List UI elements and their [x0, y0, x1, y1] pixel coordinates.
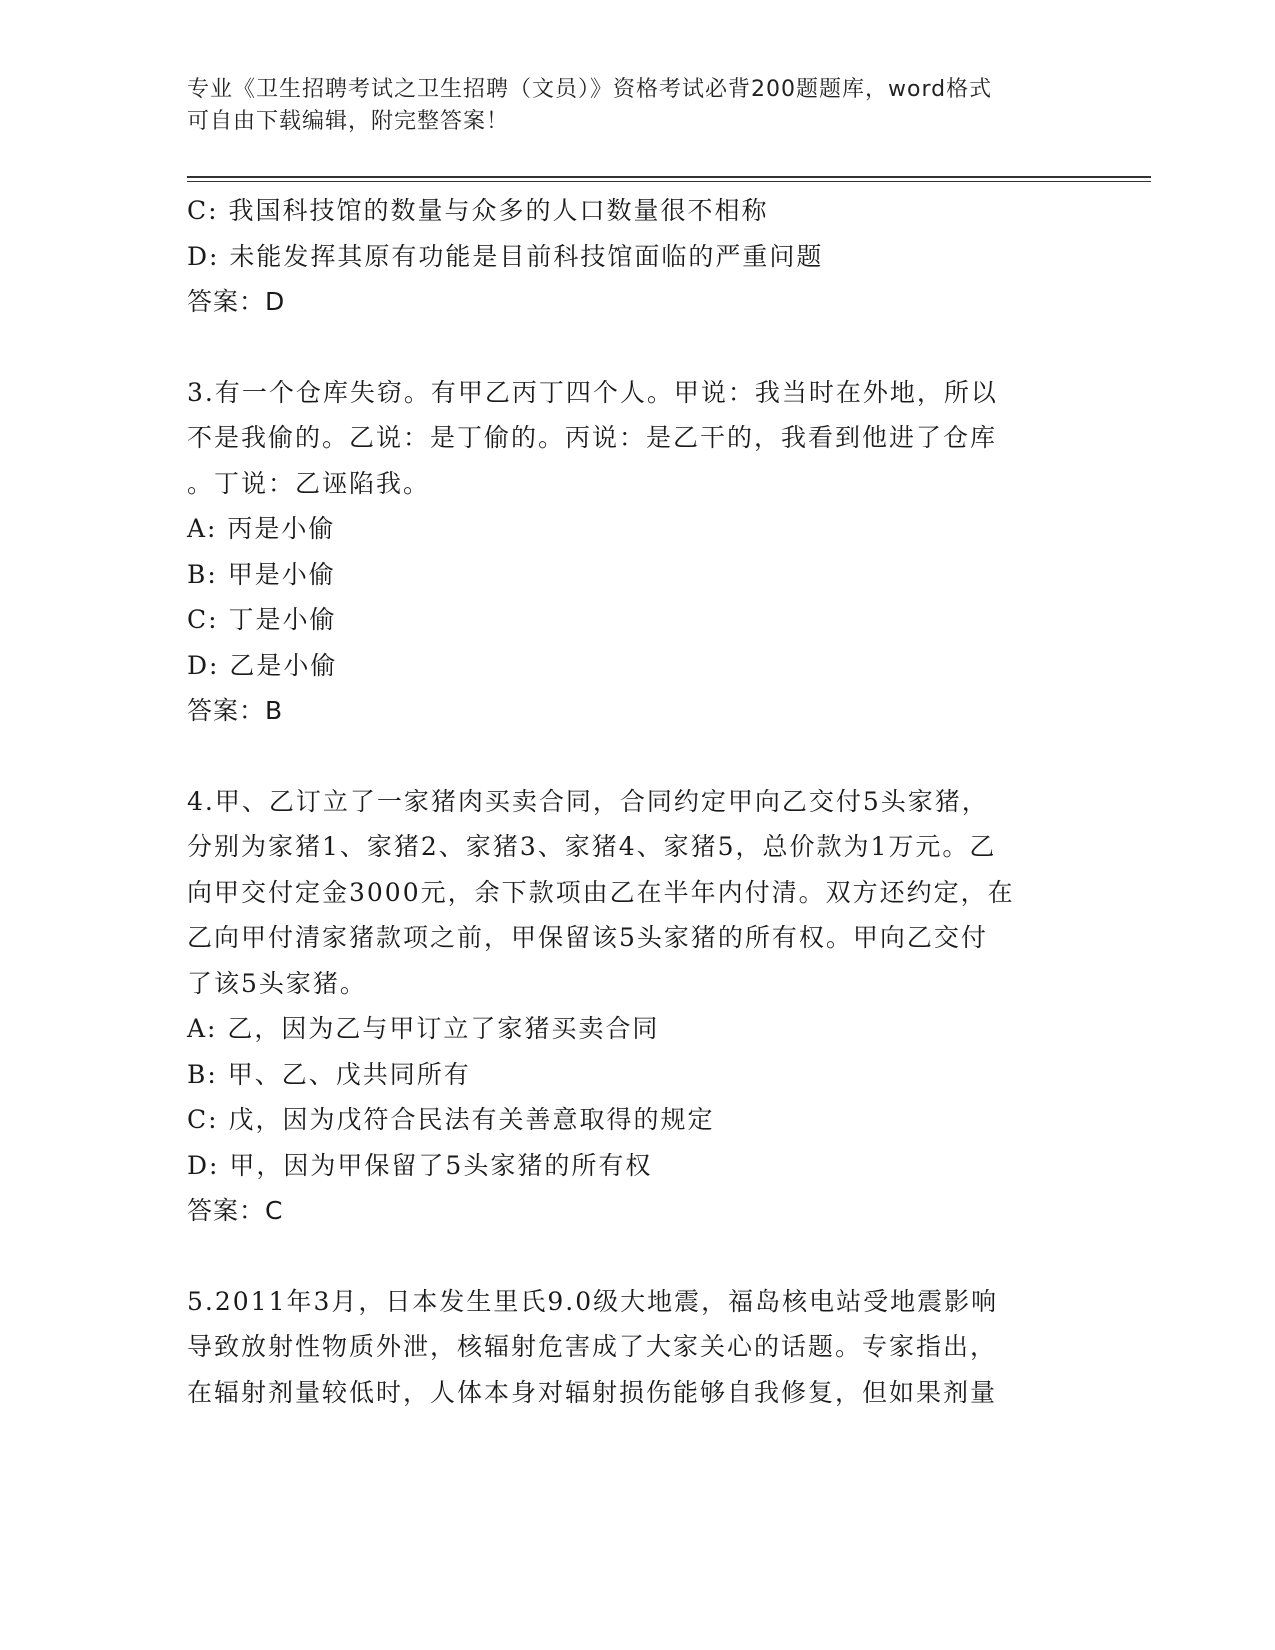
- option-c: C: 戊，因为戊符合民法有关善意取得的规定: [187, 1105, 715, 1134]
- answer-line: 答案：B: [187, 696, 284, 725]
- question-2-block: [187, 188, 1087, 325]
- question-stem-line: 向甲交付定金3000元，余下款项由乙在半年内付清。双方还约定，在: [187, 877, 1015, 907]
- question-5-block: [187, 1279, 1087, 1416]
- option-d: D: 甲，因为甲保留了5头家猪的所有权: [187, 1150, 653, 1180]
- question-stem-line: 了该5头家猪。: [187, 968, 367, 998]
- header-divider-thick: [187, 176, 1151, 178]
- question-stem-line: 5.2011年3月，日本发生里氏9.0级大地震，福岛核电站受地震影响: [187, 1286, 999, 1316]
- answer-line: 答案：C: [187, 1196, 284, 1225]
- question-4-block: [187, 779, 1087, 1234]
- question-stem-line: 不是我偷的。乙说：是丁偷的。丙说：是乙干的，我看到他进了仓库: [187, 423, 998, 452]
- header-line-2: 可自由下载编辑，附完整答案！: [187, 109, 510, 134]
- option-a: A: 丙是小偷: [187, 514, 336, 543]
- header-line-1: 专业《卫生招聘考试之卫生招聘（文员）》资格考试必背200题题库，word格式: [187, 77, 993, 102]
- spacer: [187, 1234, 1087, 1279]
- spacer: [187, 734, 1087, 779]
- option-c: C: 丁是小偷: [187, 605, 337, 634]
- question-stem-line: 在辐射剂量较低时，人体本身对辐射损伤能够自我修复，但如果剂量: [187, 1377, 998, 1407]
- spacer: [187, 325, 1087, 370]
- option-d: D: 乙是小偷: [187, 650, 338, 680]
- answer-line: 答案：D: [187, 287, 286, 316]
- question-stem-line: 3.有一个仓库失窃。有甲乙丙丁四个人。甲说：我当时在外地，所以: [187, 377, 998, 407]
- option-a: A: 乙，因为乙与甲订立了家猪买卖合同: [187, 1014, 660, 1043]
- option-b: B: 甲是小偷: [187, 559, 336, 589]
- question-3-block: [187, 370, 1087, 734]
- header-divider-thin: [187, 181, 1151, 182]
- option-b: B: 甲、乙、戊共同所有: [187, 1059, 471, 1089]
- question-stem-line: 乙向甲付清家猪款项之前，甲保留该5头家猪的所有权。甲向乙交付: [187, 923, 988, 952]
- question-stem-line: 导致放射性物质外泄，核辐射危害成了大家关心的话题。专家指出，: [187, 1332, 998, 1361]
- document-header: [187, 74, 1067, 138]
- question-stem-line: 分别为家猪1、家猪2、家猪3、家猪4、家猪5，总价款为1万元。乙: [187, 832, 997, 861]
- question-stem-line: 4.甲、乙订立了一家猪肉买卖合同，合同约定甲向乙交付5头家猪，: [187, 786, 989, 816]
- question-stem-line: 。丁说：乙诬陷我。: [187, 468, 431, 498]
- document-body: [187, 188, 1087, 1415]
- option-d: D: 未能发挥其原有功能是目前科技馆面临的严重问题: [187, 241, 824, 271]
- option-c: C: 我国科技馆的数量与众多的人口数量很不相称: [187, 196, 769, 225]
